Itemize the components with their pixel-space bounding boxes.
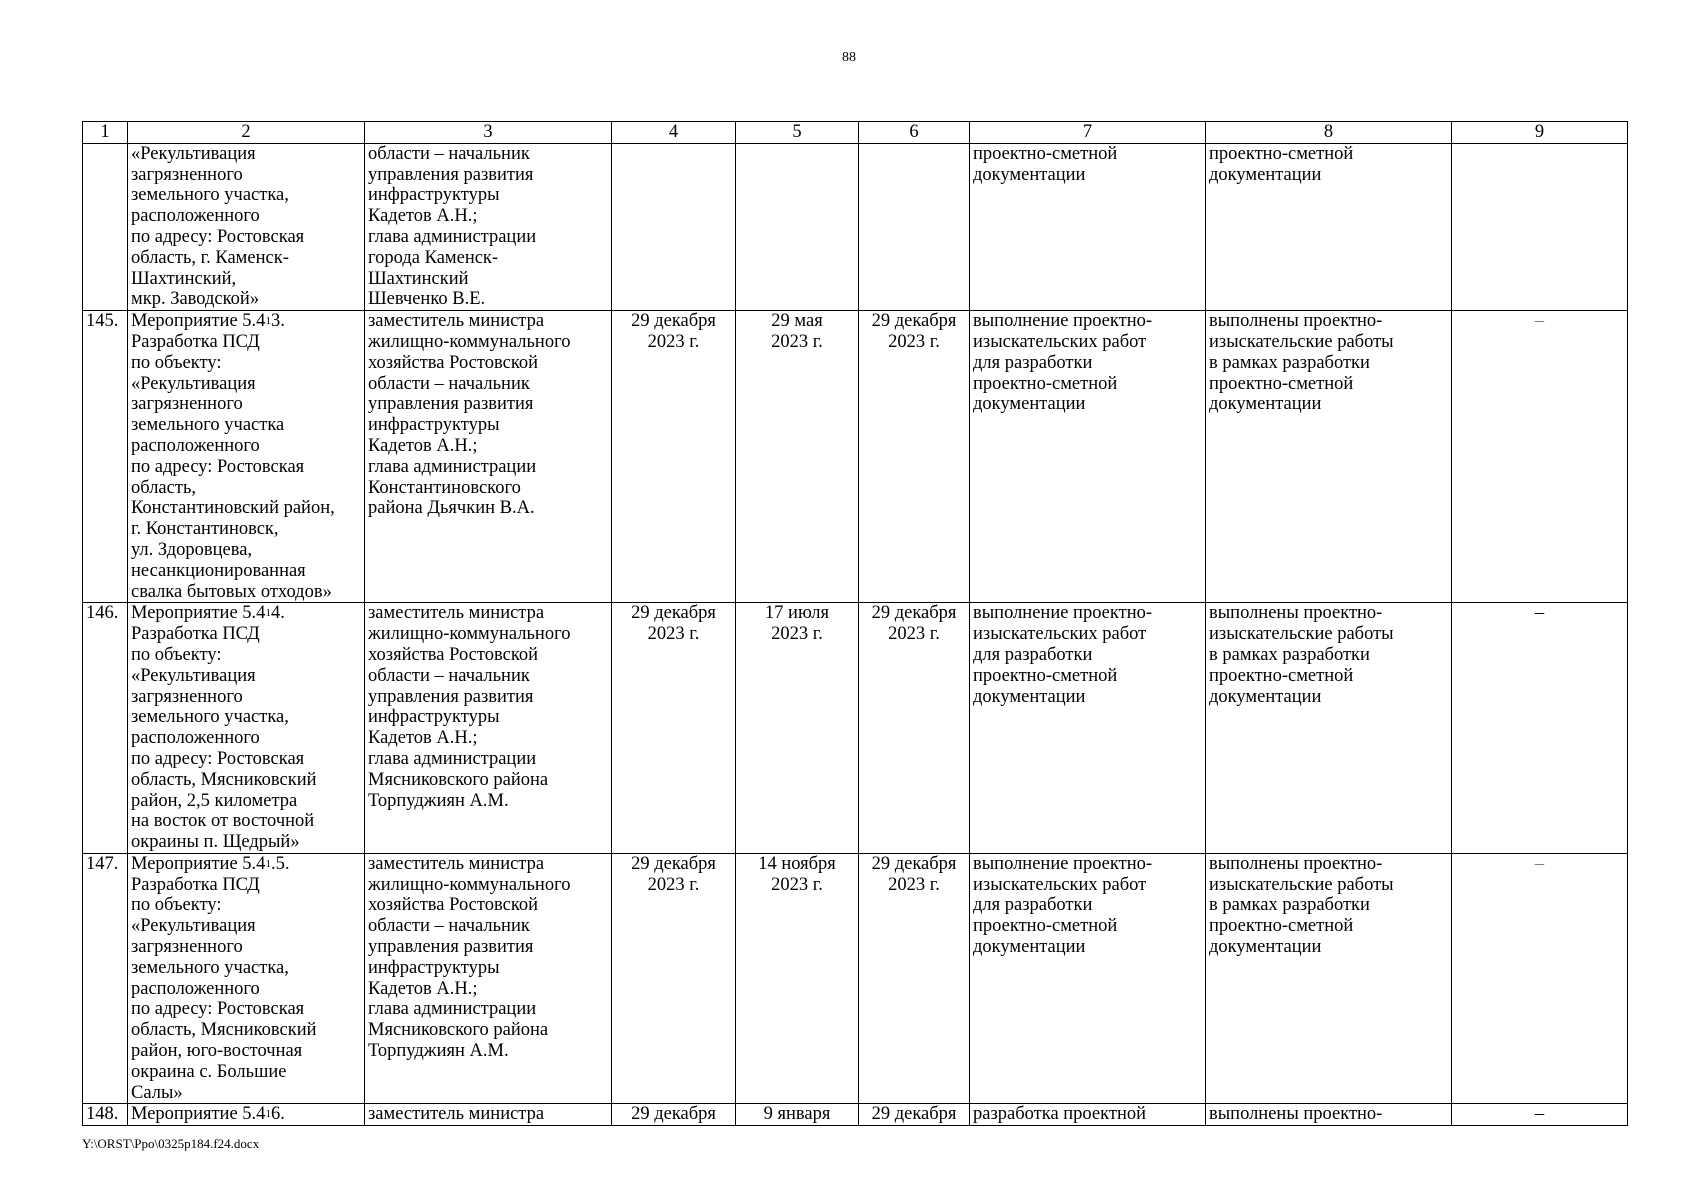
event-description: Разработка ПСД по объекту: «Рекультивация загрязненного земельного участка, расположенного по адресу: Ростовская область, Мясниковский район, юго-восточная окраина с. Большие Салы» xyxy=(131,874,317,1103)
row-number: 146. xyxy=(86,603,119,624)
event-title-suffix: .5. xyxy=(270,853,290,874)
event-title-sup: 1 xyxy=(265,607,271,620)
row-number-cell xyxy=(83,311,128,603)
notes-cell xyxy=(1452,143,1628,310)
row-number-cell xyxy=(83,853,128,1104)
notes-cell: – xyxy=(1452,311,1628,603)
actual-end-cell: 29 декабря 2023 г. xyxy=(859,311,970,603)
responsible-cell: заместитель министра жилищно-коммунального хозяйства Ростовской области – начальник управления развития инфраструктуры Кадетов А.Н.; глава администрации Константиновского района Дьячкин В.А. xyxy=(365,311,612,603)
planned-result-cell: выполнение проектно- изыскательских работ для разработки проектно-сметной документации xyxy=(970,853,1206,1104)
actual-end-cell xyxy=(859,143,970,310)
table-row xyxy=(83,603,1628,854)
actual-start-cell: 14 ноября 2023 г. xyxy=(736,853,859,1104)
table-row xyxy=(83,143,1628,310)
event-title xyxy=(131,854,289,874)
event-title-prefix: Мероприятие 5.4 xyxy=(131,311,266,332)
column-header: 8 xyxy=(1206,122,1452,144)
column-header: 9 xyxy=(1452,122,1628,144)
event-title-prefix: Мероприятие 5.4 xyxy=(131,853,266,874)
planned-date-cell: 29 декабря xyxy=(612,1104,736,1126)
row-number-cell xyxy=(83,1104,128,1126)
actual-result-cell: выполнены проектно- изыскательские работы в рамках разработки проектно-сметной документации xyxy=(1206,311,1452,603)
planned-date-cell: 29 декабря 2023 г. xyxy=(612,603,736,854)
event-cell xyxy=(128,311,365,603)
table-row xyxy=(83,1104,1628,1126)
actual-end-cell: 29 декабря 2023 г. xyxy=(859,603,970,854)
event-title-sup: 1 xyxy=(265,857,271,870)
event-title-prefix: Мероприятие 5.4 xyxy=(131,603,266,624)
event-cell xyxy=(128,1104,365,1126)
event-cell xyxy=(128,143,365,310)
planned-result-cell: выполнение проектно- изыскательских работ для разработки проектно-сметной документации xyxy=(970,603,1206,854)
column-header: 5 xyxy=(736,122,859,144)
actual-start-cell: 9 января xyxy=(736,1104,859,1126)
actual-result-cell: выполнены проектно- изыскательские работы в рамках разработки проектно-сметной документации xyxy=(1206,853,1452,1104)
planned-result-cell: выполнение проектно- изыскательских работ для разработки проектно-сметной документации xyxy=(970,311,1206,603)
planned-result-cell: разработка проектной xyxy=(970,1104,1206,1126)
file-path-footer: Y:\ORST\Ppo\0325p184.f24.docx xyxy=(82,1136,260,1151)
row-number: 147. xyxy=(86,853,119,874)
column-header: 3 xyxy=(365,122,612,144)
actual-end-cell: 29 декабря xyxy=(859,1104,970,1126)
event-description: Разработка ПСД по объекту: «Рекультивация загрязненного земельного участка, расположенного по адресу: Ростовская область, Мясниковский район, 2,5 километра на восток от восточной окраины п. Щедрый» xyxy=(131,624,317,853)
column-header: 7 xyxy=(970,122,1206,144)
actual-result-cell: проектно-сметной документации xyxy=(1206,143,1452,310)
planned-result-cell: проектно-сметной документации xyxy=(970,143,1206,310)
column-header: 1 xyxy=(83,122,128,144)
header-row xyxy=(83,122,1628,144)
responsible-cell: заместитель министра xyxy=(365,1104,612,1126)
event-description: Разработка ПСД по объекту: «Рекультивация загрязненного земельного участка расположенного по адресу: Ростовская область, Константиновский район, г. Константиновск, ул. Здоровцева, несанкционированная свалка бытовых отходов» xyxy=(131,331,335,602)
document-table xyxy=(82,121,1628,1126)
notes-cell: – xyxy=(1452,1104,1628,1126)
planned-date-cell xyxy=(612,143,736,310)
actual-result-cell: выполнены проектно- xyxy=(1206,1104,1452,1126)
responsible-cell: заместитель министра жилищно-коммунального хозяйства Ростовской области – начальник управления развития инфраструктуры Кадетов А.Н.; глава администрации Мясниковского района Торпуджиян А.М. xyxy=(365,853,612,1104)
responsible-cell: заместитель министра жилищно-коммунального хозяйства Ростовской области – начальник управления развития инфраструктуры Кадетов А.Н.; глава администрации Мясниковского района Торпуджиян А.М. xyxy=(365,603,612,854)
event-cell xyxy=(128,603,365,854)
page-number: 88 xyxy=(842,50,856,65)
row-number-cell xyxy=(83,143,128,310)
event-title-sup: 1 xyxy=(265,1108,271,1121)
row-number-cell xyxy=(83,603,128,854)
event-cell xyxy=(128,853,365,1104)
actual-end-cell: 29 декабря 2023 г. xyxy=(859,853,970,1104)
table-row xyxy=(83,311,1628,603)
actual-start-cell: 29 мая 2023 г. xyxy=(736,311,859,603)
event-title-suffix: 4. xyxy=(270,603,285,624)
event-title xyxy=(131,311,285,331)
planned-date-cell: 29 декабря 2023 г. xyxy=(612,311,736,603)
event-title xyxy=(131,1104,285,1124)
column-header: 2 xyxy=(128,122,365,144)
actual-start-cell xyxy=(736,143,859,310)
column-header: 4 xyxy=(612,122,736,144)
actual-start-cell: 17 июля 2023 г. xyxy=(736,603,859,854)
responsible-cell: области – начальник управления развития инфраструктуры Кадетов А.Н.; глава администрации города Каменск- Шахтинский Шевченко В.Е. xyxy=(365,143,612,310)
event-title-suffix: 6. xyxy=(270,1104,285,1125)
event-title-sup: 1 xyxy=(265,315,271,328)
event-title-suffix: 3. xyxy=(270,311,285,332)
notes-cell: – xyxy=(1452,603,1628,854)
row-number: 145. xyxy=(86,311,119,332)
row-number: 148. xyxy=(86,1104,119,1125)
column-header: 6 xyxy=(859,122,970,144)
event-title xyxy=(131,603,285,623)
planned-date-cell: 29 декабря 2023 г. xyxy=(612,853,736,1104)
actual-result-cell: выполнены проектно- изыскательские работы в рамках разработки проектно-сметной документации xyxy=(1206,603,1452,854)
notes-cell: – xyxy=(1452,853,1628,1104)
event-title-prefix: Мероприятие 5.4 xyxy=(131,1104,266,1125)
event-description: «Рекультивация загрязненного земельного участка, расположенного по адресу: Ростовская область, г. Каменск- Шахтинский, мкр. Заводской» xyxy=(131,143,305,310)
table-row xyxy=(83,853,1628,1104)
